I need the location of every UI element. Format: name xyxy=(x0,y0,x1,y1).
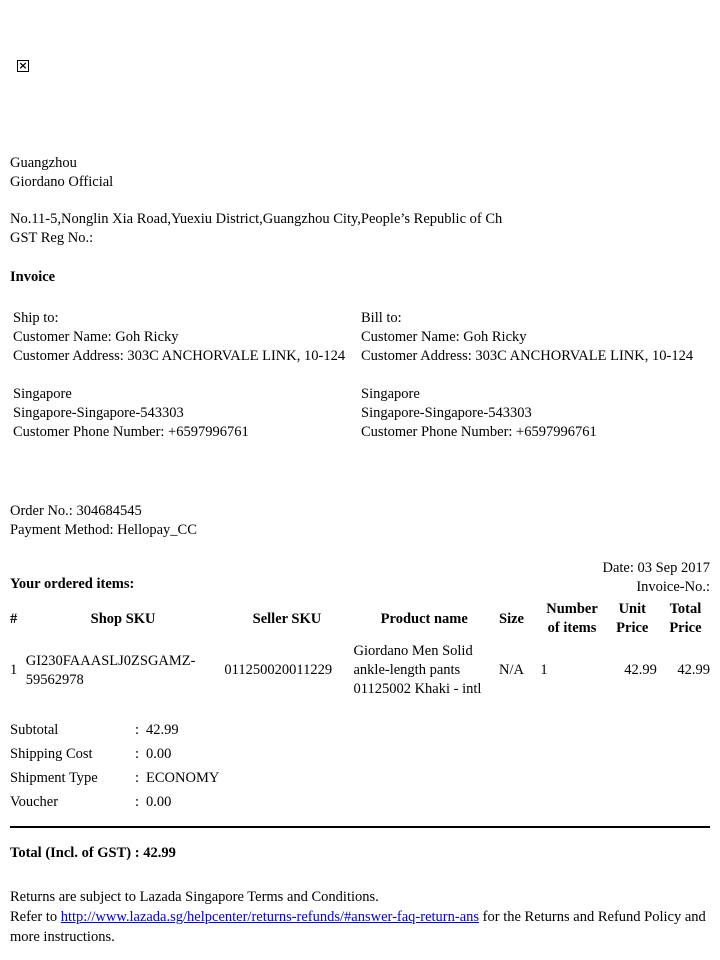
item-total-price: 42.99 xyxy=(677,662,710,678)
bill-name: Customer Name: Goh Ricky xyxy=(361,329,527,345)
summary-separator: : xyxy=(135,721,140,738)
summary-value: 0.00 xyxy=(146,793,172,810)
summary-value: ECONOMY xyxy=(146,769,220,786)
bill-to-block xyxy=(361,309,706,442)
grand-total: Total (Incl. of GST) : 42.99 xyxy=(10,845,176,861)
summary-row-shipment-type xyxy=(10,766,219,790)
col-product: Product name xyxy=(380,610,468,627)
item-qty: 1 xyxy=(540,662,548,678)
refer-line xyxy=(10,907,718,947)
summary-table xyxy=(10,718,219,814)
summary-separator: : xyxy=(135,769,140,786)
date-block xyxy=(602,559,710,597)
item-unit-price: 42.99 xyxy=(624,662,657,678)
col-seller-sku: Seller SKU xyxy=(252,610,322,627)
bill-country: Singapore xyxy=(361,386,420,402)
items-title: Your ordered items: xyxy=(10,576,135,592)
refer-after-text: for the Returns and Refund Policy and more instructions. xyxy=(10,909,706,945)
item-product-name: Giordano Men Solid ankle-length pants 01125002 Khaki - intl xyxy=(353,643,482,697)
item-num: 1 xyxy=(10,662,18,678)
col-unit-price: Unit Price xyxy=(616,601,649,636)
summary-value: 42.99 xyxy=(146,721,179,738)
invoice-number: Invoice-No.: xyxy=(636,579,710,595)
summary-label: Subtotal xyxy=(10,721,59,738)
col-qty: Number of items xyxy=(546,601,598,636)
item-size: N/A xyxy=(499,662,524,678)
ship-heading: Ship to: xyxy=(13,310,59,326)
bill-address: Customer Address: 303C ANCHORVALE LINK, 10-124 xyxy=(361,348,694,364)
ship-region: Singapore-Singapore-543303 xyxy=(13,405,184,421)
divider xyxy=(10,826,710,828)
summary-label: Shipment Type xyxy=(10,769,98,786)
payment-method: Payment Method: Hellopay_CC xyxy=(10,522,197,538)
col-size: Size xyxy=(499,610,524,627)
ship-name: Customer Name: Goh Ricky xyxy=(13,329,179,345)
gst-reg: GST Reg No.: xyxy=(10,230,94,246)
col-shop-sku: Shop SKU xyxy=(90,610,156,627)
items-header-row xyxy=(8,598,712,640)
summary-separator: : xyxy=(135,745,140,762)
bill-phone: Customer Phone Number: +6597996761 xyxy=(361,424,597,440)
summary-separator: : xyxy=(135,793,140,810)
ship-address: Customer Address: 303C ANCHORVALE LINK, 10-124 xyxy=(13,348,346,364)
invoice-date: Date: 03 Sep 2017 xyxy=(602,560,710,576)
item-seller-sku: 011250020011229 xyxy=(224,662,333,678)
order-number: Order No.: 304684545 xyxy=(10,503,142,519)
items-table xyxy=(8,598,712,701)
summary-label: Voucher xyxy=(10,793,59,810)
summary-label: Shipping Cost xyxy=(10,745,93,762)
summary-row-subtotal xyxy=(10,718,219,742)
invoice-title: Invoice xyxy=(10,269,56,285)
item-shop-sku: GI230FAAASLJ0ZSGAMZ-59562978 xyxy=(25,652,196,688)
summary-row-shipping-cost xyxy=(10,742,219,766)
col-num: # xyxy=(10,610,18,627)
ship-country: Singapore xyxy=(13,386,72,402)
seller-address: No.11-5,Nonglin Xia Road,Yuexiu District,Guangzhou City,People’s Republic of Ch xyxy=(10,211,503,227)
seller-store: Giordano Official xyxy=(10,174,114,190)
col-total-price: Total Price xyxy=(669,601,702,636)
ship-phone: Customer Phone Number: +6597996761 xyxy=(13,424,249,440)
broken-image-icon: × xyxy=(18,59,28,72)
seller-block xyxy=(10,154,113,192)
ship-to-block xyxy=(13,309,358,442)
table-row xyxy=(8,640,712,701)
refer-text: Refer to xyxy=(10,909,58,925)
summary-row-voucher xyxy=(10,790,219,814)
seller-address-block xyxy=(10,210,502,248)
summary-value: 0.00 xyxy=(146,745,172,762)
bill-region: Singapore-Singapore-543303 xyxy=(361,405,532,421)
order-block xyxy=(10,502,197,540)
seller-city: Guangzhou xyxy=(10,155,77,171)
returns-policy-link[interactable]: http://www.lazada.sg/helpcenter/returns-refunds/#answer-faq-return-ans xyxy=(60,909,480,925)
footer-notes xyxy=(10,887,718,947)
returns-note: Returns are subject to Lazada Singapore Terms and Conditions. xyxy=(10,889,379,905)
bill-heading: Bill to: xyxy=(361,310,402,326)
